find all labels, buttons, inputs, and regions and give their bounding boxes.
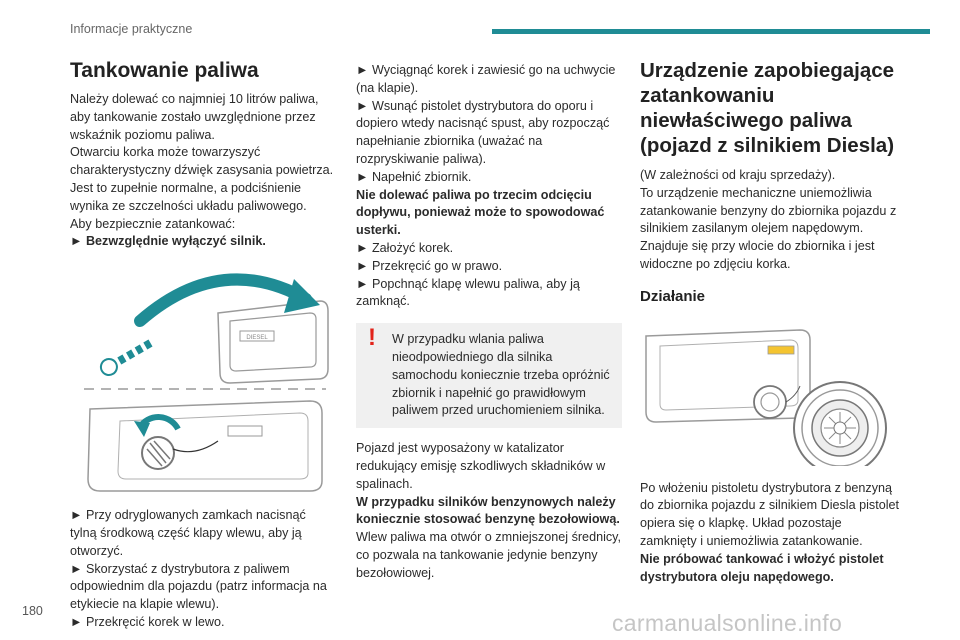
note-unleaded-petrol: W przypadku silników benzynowych należy koniecznie stosować benzynę bezołowiową. xyxy=(356,494,620,527)
warning-icon: ! xyxy=(368,324,376,352)
column-refuelling xyxy=(70,58,335,632)
note-do-not-refuel: Nie próbować tankować i włożyć pistolet dystrybutora oleju napędowego. xyxy=(640,551,884,584)
section-title-refuelling: Tankowanie paliwa xyxy=(70,59,259,82)
step-fill-tank: ► Napełnić zbiornik. xyxy=(356,169,472,184)
paragraph-catalyst: Pojazd jest wyposażony w katalizator redukujący emisję szkodliwych składników w spalinach. xyxy=(356,441,606,491)
step-close-flap: ► Popchnąć klapę wlewu paliwa, aby ją zamknąć. xyxy=(356,276,580,309)
section-title-misfuel-device: Urządzenie zapobiegające zatankowaniu niewłaściwego paliwa (pojazd z silnikiem Diesla) xyxy=(640,59,895,157)
step-open-flap: ► Przy odryglowanych zamkach nacisnąć tylną środkową część klapy wlewu, aby ją otworzyć. xyxy=(70,508,306,558)
warning-text: W przypadku wlania paliwa nieodpowiedniego dla silnika samochodu koniecznie trzeba opróżnić zbiornik i napełnić go prawidłowym paliwem przed uruchomieniem silnika. xyxy=(392,332,610,418)
watermark: carmanualsonline.info xyxy=(612,610,843,636)
warning-third-cutoff: Nie dolewać paliwa po trzecim odcięciu dopływu, ponieważ może to spowodować usterki. xyxy=(356,187,605,238)
paragraph: Otwarciu korka może towarzyszyć charakterystyczny dźwięk zasysania powietrza. Jest to zupełnie normalne, a podciśnienie wynika ze szczelności układu paliwowego. xyxy=(70,145,334,213)
subsection-title-operation: Działanie xyxy=(640,287,706,305)
column-refuelling-continued xyxy=(356,62,622,583)
column-misfuel-device xyxy=(640,58,900,586)
paragraph: (W zależności od kraju sprzedaży). xyxy=(640,168,836,182)
paragraph: Aby bezpiecznie zatankować: xyxy=(70,216,236,231)
step-refit-cap: ► Założyć korek. xyxy=(356,240,454,255)
fuel-flap-illustration xyxy=(70,261,332,493)
misfuel-device-illustration xyxy=(640,316,900,466)
fuel-label-text: DIESEL xyxy=(246,335,268,342)
paragraph-operation: Po włożeniu pistoletu dystrybutora z benzyną do zbiornika pojazdu z silnikiem Diesla pistolet opiera się o klapkę. Układ pozostaje zamknięty i uniemożliwia zatankowanie. xyxy=(640,480,899,548)
step-insert-nozzle: ► Wsunąć pistolet dystrybutora do oporu i dopiero wtedy nacisnąć spust, aby rozpocząć napełnianie zbiornika (uważać na rozpryskiwanie paliwa). xyxy=(356,98,610,166)
paragraph-filler-neck: Wlew paliwa ma otwór o zmniejszonej średnicy, co pozwala na tankowanie jedynie benzyny bezołowiowej. xyxy=(356,530,622,580)
paragraph: Należy dolewać co najmniej 10 litrów paliwa, aby tankowanie zostało uwzględnione przez wskaźnik poziomu paliwa. xyxy=(70,92,319,142)
press-arrow-icon xyxy=(98,336,154,378)
header-accent-bar xyxy=(492,29,930,34)
step-turn-cap-left: ► Przekręcić korek w lewo. xyxy=(70,614,225,629)
running-header: Informacje praktyczne xyxy=(70,22,193,36)
paragraph: To urządzenie mechaniczne uniemożliwia zatankowanie benzyny do zbiornika pojazdu z silnikiem zasilanym olejem napędowym. Znajduje się przy wlocie do zbiornika i jest widoczne po zdjęciu korka. xyxy=(640,185,897,271)
step-choose-pump: ► Skorzystać z dystrybutora z paliwem odpowiednim dla pojazdu (patrz informacja na etykiecie na klapie wlewu). xyxy=(70,561,327,612)
step-switch-off-engine: ► Bezwzględnie wyłączyć silnik. xyxy=(70,234,266,249)
step-remove-cap: ► Wyciągnąć korek i zawiesić go na uchwycie (na klapie). xyxy=(356,63,616,95)
step-turn-cap-right: ► Przekręcić go w prawo. xyxy=(356,258,503,273)
warning-box xyxy=(356,323,622,428)
page-number: 180 xyxy=(22,604,43,618)
